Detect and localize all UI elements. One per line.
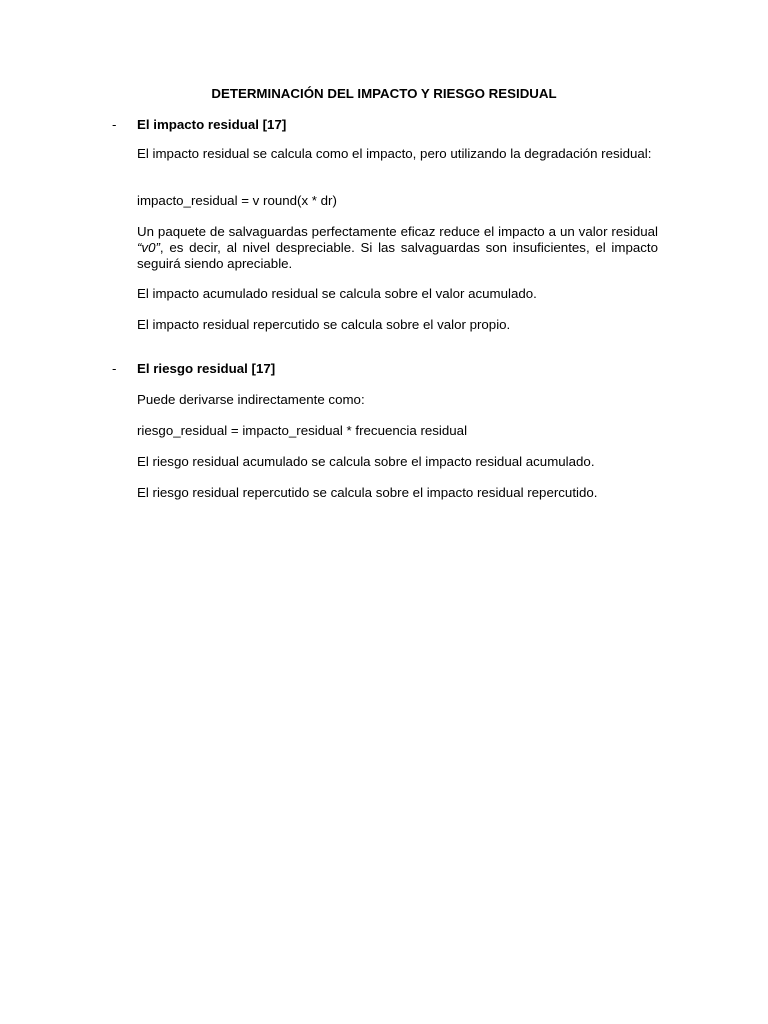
paragraph-text-before: Un paquete de salvaguardas perfectamente eficaz reduce el impacto a un valor residual bbox=[137, 224, 658, 239]
paragraph-salvaguardas bbox=[137, 224, 658, 272]
formula-riesgo-residual: riesgo_residual = impacto_residual * frecuencia residual bbox=[137, 423, 468, 438]
section-heading-impacto-residual bbox=[112, 117, 658, 133]
paragraph-riesgo-acumulado: El riesgo residual acumulado se calcula sobre el impacto residual acumulado. bbox=[137, 454, 595, 469]
paragraph-text-after: , es decir, al nivel despreciable. Si las salvaguardas son insuficientes, el impacto seguirá siendo apreciable. bbox=[137, 240, 658, 271]
paragraph-text-italic: “v0” bbox=[137, 240, 160, 255]
paragraph-impacto-repercutido: El impacto residual repercutido se calcula sobre el valor propio. bbox=[137, 317, 511, 332]
bullet-dash: - bbox=[112, 361, 117, 376]
document-title: DETERMINACIÓN DEL IMPACTO Y RIESGO RESIDUAL bbox=[211, 86, 557, 101]
section-heading-text: El impacto residual [17] bbox=[137, 117, 287, 132]
bullet-dash: - bbox=[112, 117, 117, 132]
section-heading-riesgo-residual bbox=[112, 361, 658, 377]
paragraph-derivarse: Puede derivarse indirectamente como: bbox=[137, 392, 365, 407]
paragraph-impacto-acumulado: El impacto acumulado residual se calcula sobre el valor acumulado. bbox=[137, 286, 537, 301]
section-heading-text: El riesgo residual [17] bbox=[137, 361, 276, 376]
paragraph-riesgo-repercutido: El riesgo residual repercutido se calcula sobre el impacto residual repercutido. bbox=[137, 485, 598, 500]
paragraph-definition: El impacto residual se calcula como el impacto, pero utilizando la degradación residual: bbox=[137, 146, 652, 161]
formula-impacto-residual: impacto_residual = v round(x * dr) bbox=[137, 193, 337, 208]
